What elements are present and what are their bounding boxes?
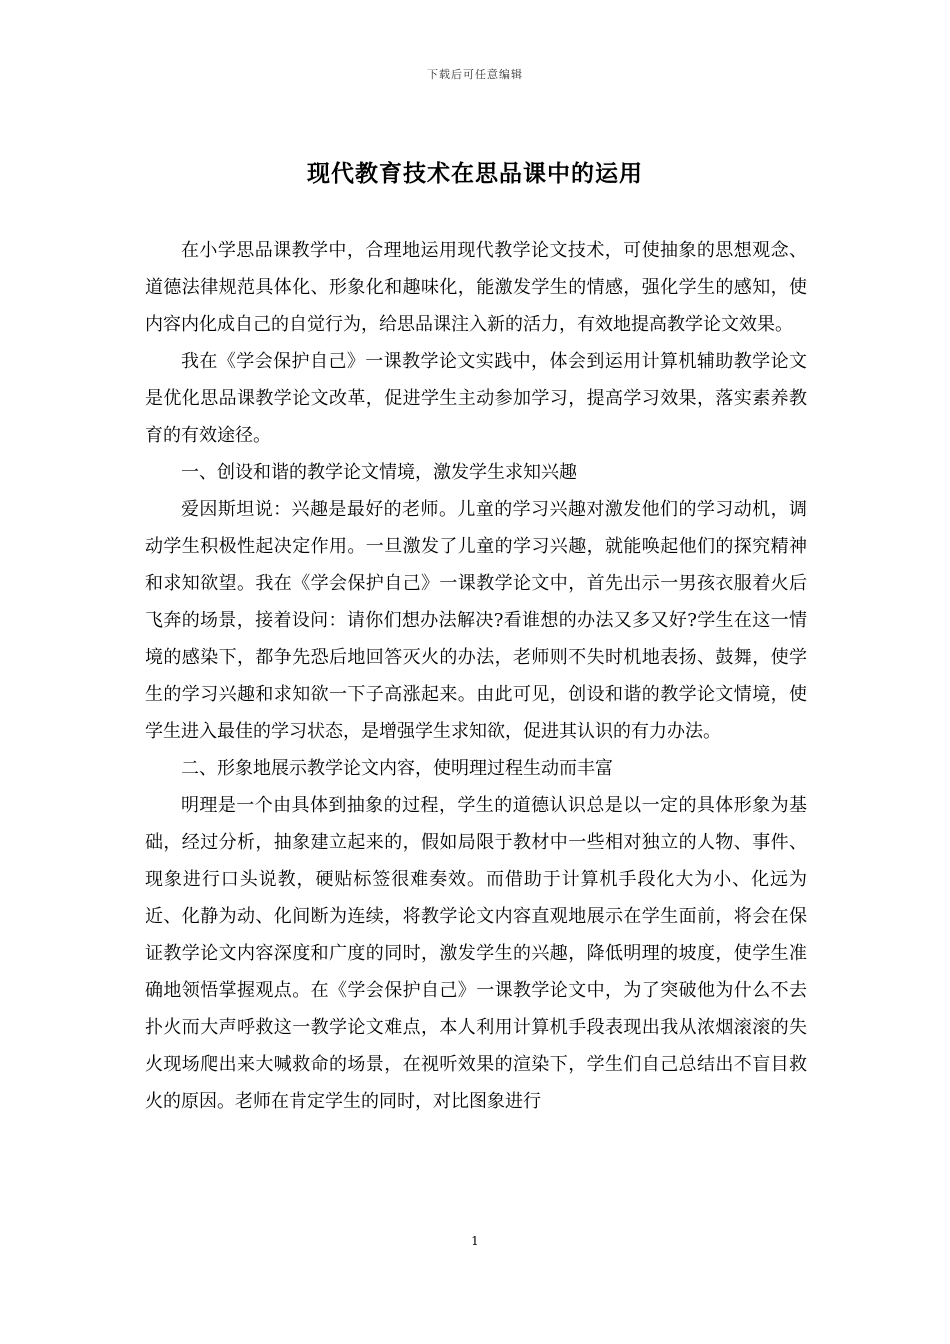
- intro-paragraph: 在小学思品课教学中，合理地运用现代教学论文技术，可使抽象的思想观念、道德法律规范具体化、形象化和趣味化，能激发学生的情感，强化学生的感知，使内容内化成自己的自觉行为，给思品课注入新的活力，有效地提高教学论文效果。: [145, 240, 807, 335]
- document-body: [145, 232, 807, 1120]
- document-title: 现代教育技术在思品课中的运用: [307, 160, 643, 187]
- section-2-heading: 二、形象地展示教学论文内容，使明理过程生动而丰富: [181, 758, 613, 779]
- page-number: 1: [471, 1234, 479, 1248]
- section-1-paragraph: 爱因斯坦说：兴趣是最好的老师。儿童的学习兴趣对激发他们的学习动机，调动学生积极性起决定作用。一旦激发了儿童的学习兴趣，就能唤起他们的探究精神和求知欲望。我在《学会保护自己》一课教学论文中，首先出示一男孩衣服着火后飞奔的场景，接着设问：请你们想办法解决?看谁想的办法又多又好?学生在这一情境的感染下，都争先恐后地回答灭火的办法，老师则不失时机地表扬、鼓舞，使学生的学习兴趣和求知欲一下子高涨起来。由此可见，创设和谐的教学论文情境，使学生进入最佳的学习状态，是增强学生求知欲，促进其认识的有力办法。: [145, 499, 807, 742]
- page-header-note: 下载后可任意编辑: [427, 68, 523, 81]
- section-1-heading: 一、创设和谐的教学论文情境，激发学生求知兴趣: [181, 462, 577, 483]
- section-2-paragraph: 明理是一个由具体到抽象的过程，学生的道德认识总是以一定的具体形象为基础，经过分析，抽象建立起来的，假如局限于教材中一些相对独立的人物、事件、现象进行口头说教，硬贴标签很难奏效。而借助于计算机手段化大为小、化远为近、化静为动、化间断为连续，将教学论文内容直观地展示在学生面前，将会在保证教学论文内容深度和广度的同时，激发学生的兴趣，降低明理的坡度，使学生准确地领悟掌握观点。在《学会保护自己》一课教学论文中，为了突破他为什么不去扑火而大声呼救这一教学论文难点，本人利用计算机手段表现出我从浓烟滚滚的失火现场爬出来大喊救命的场景，在视听效果的渲染下，学生们自己总结出不盲目救火的原因。老师在肯定学生的同时，对比图象进行: [145, 795, 807, 1112]
- practice-paragraph: 我在《学会保护自己》一课教学论文实践中，体会到运用计算机辅助教学论文是优化思品课教学论文改革，促进学生主动参加学习，提高学习效果，落实素养教育的有效途径。: [145, 351, 807, 446]
